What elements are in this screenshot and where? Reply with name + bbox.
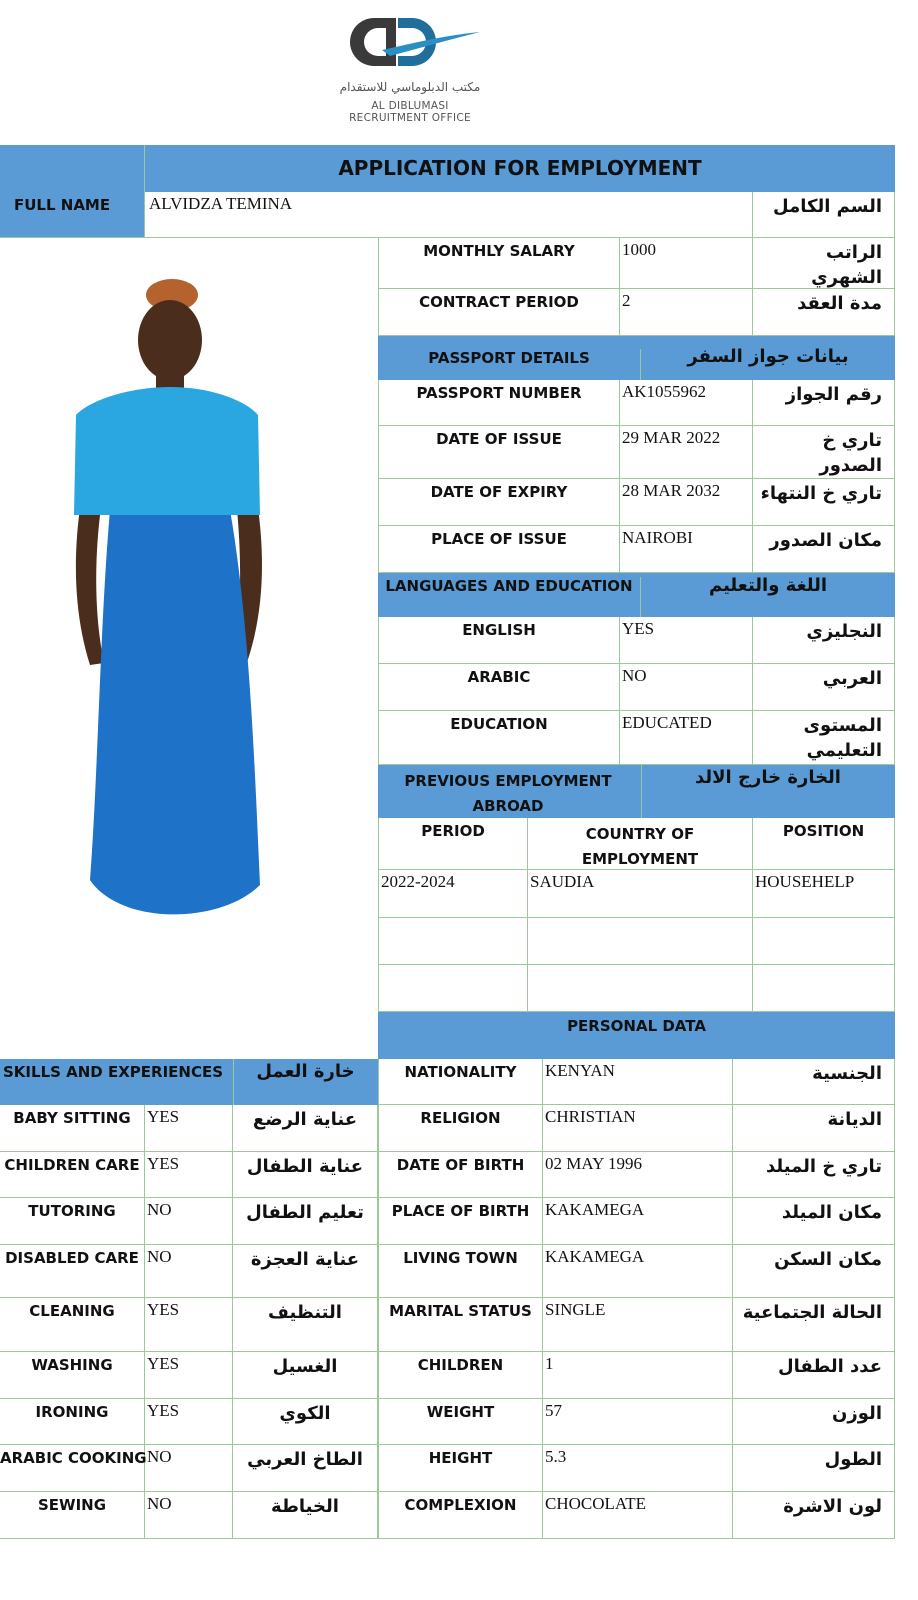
logo-arabic-text: مكتب الدبلوماسي للاستقدام xyxy=(339,80,481,94)
full-name-arabic: السم الكامل xyxy=(753,192,895,238)
skill-value: NO xyxy=(145,1445,233,1492)
personal-row-arabic: الوزن xyxy=(733,1399,895,1445)
personal-row-value: CHOCOLATE xyxy=(543,1492,733,1539)
skill-value: NO xyxy=(145,1198,233,1245)
personal-row-value: SINGLE xyxy=(543,1298,733,1352)
language-row-arabic: النجليزي xyxy=(753,617,895,664)
top-row-value: 1000 xyxy=(620,238,753,289)
skill-value: NO xyxy=(145,1492,233,1539)
personal-row-label: HEIGHT xyxy=(378,1445,543,1492)
passport-row-arabic: تاري خ الصدور xyxy=(753,426,895,479)
skill-label: CHILDREN CARE xyxy=(0,1152,145,1198)
col-position-header: POSITION xyxy=(753,818,895,870)
language-row-label: ARABIC xyxy=(378,664,620,711)
language-row-arabic: المستوى التعليمي xyxy=(753,711,895,765)
skill-arabic: الكوي xyxy=(233,1399,378,1445)
prev-employment-period xyxy=(378,965,528,1012)
page-title: APPLICATION FOR EMPLOYMENT xyxy=(338,156,702,180)
language-row-value: EDUCATED xyxy=(620,711,753,765)
passport-row-arabic: رقم الجواز xyxy=(753,380,895,426)
logo-english-text: AL DIBLUMASI RECRUITMENT OFFICE xyxy=(349,100,471,124)
skill-arabic: الطاخ العربي xyxy=(233,1445,378,1492)
personal-row-arabic: عدد الطفال xyxy=(733,1352,895,1399)
personal-row-label: MARITAL STATUS xyxy=(378,1298,543,1352)
full-name-value: ALVIDZA TEMINA xyxy=(145,192,753,238)
personal-row-value: 5.3 xyxy=(543,1445,733,1492)
language-row-value: NO xyxy=(620,664,753,711)
skill-arabic: التنظيف xyxy=(233,1298,378,1352)
personal-row-arabic: مكان السكن xyxy=(733,1245,895,1298)
title-left-cell xyxy=(0,145,145,192)
personal-row-value: KAKAMEGA xyxy=(543,1198,733,1245)
personal-row-arabic: الديانة xyxy=(733,1105,895,1152)
personal-row-arabic: الحالة الجتماعية xyxy=(733,1298,895,1352)
skill-value: NO xyxy=(145,1245,233,1298)
prev-employment-period: 2022-2024 xyxy=(378,870,528,918)
passport-row-label: DATE OF ISSUE xyxy=(378,426,620,479)
personal-data-header-label: PERSONAL DATA xyxy=(567,1017,706,1035)
personal-row-label: DATE OF BIRTH xyxy=(378,1152,543,1198)
skills-header-label: SKILLS AND EXPERIENCES xyxy=(3,1063,224,1081)
personal-row-value: 02 MAY 1996 xyxy=(543,1152,733,1198)
languages-header-label: LANGUAGES AND EDUCATION xyxy=(378,577,641,617)
skill-label: BABY SITTING xyxy=(0,1105,145,1152)
language-row-value: YES xyxy=(620,617,753,664)
passport-row-value: 29 MAR 2022 xyxy=(620,426,753,479)
passport-row-value: NAIROBI xyxy=(620,526,753,573)
language-row-label: ENGLISH xyxy=(378,617,620,664)
personal-row-value: 1 xyxy=(543,1352,733,1399)
skill-label: IRONING xyxy=(0,1399,145,1445)
skill-value: YES xyxy=(145,1352,233,1399)
prev-employment-position xyxy=(753,918,895,965)
skill-label: SEWING xyxy=(0,1492,145,1539)
prev-employment-period xyxy=(378,918,528,965)
passport-row-label: PASSPORT NUMBER xyxy=(378,380,620,426)
personal-row-label: CHILDREN xyxy=(378,1352,543,1399)
personal-row-arabic: تاري خ الميلد xyxy=(733,1152,895,1198)
full-name-label: FULL NAME xyxy=(0,192,145,238)
languages-header xyxy=(378,573,895,617)
personal-row-value: CHRISTIAN xyxy=(543,1105,733,1152)
skill-arabic: عناية العجزة xyxy=(233,1245,378,1298)
skill-arabic: عناية الرضع xyxy=(233,1105,378,1152)
previous-employment-header-arabic: الخارة خارج الالد xyxy=(695,767,841,788)
personal-row-label: LIVING TOWN xyxy=(378,1245,543,1298)
passport-header-arabic: بيانات جواز السفر xyxy=(687,346,849,367)
col-country-header: COUNTRY OF EMPLOYMENT xyxy=(528,818,753,870)
passport-header-label: PASSPORT DETAILS xyxy=(378,349,641,380)
col-period-header: PERIOD xyxy=(378,818,528,870)
passport-row-label: DATE OF EXPIRY xyxy=(378,479,620,526)
language-row-label: EDUCATION xyxy=(378,711,620,765)
prev-employment-position: HOUSEHELP xyxy=(753,870,895,918)
skill-arabic: عناية الطفال xyxy=(233,1152,378,1198)
personal-row-arabic: لون الاشرة xyxy=(733,1492,895,1539)
personal-row-label: RELIGION xyxy=(378,1105,543,1152)
passport-row-label: PLACE OF ISSUE xyxy=(378,526,620,573)
prev-employment-country xyxy=(528,918,753,965)
personal-row-arabic: الجنسية xyxy=(733,1059,895,1105)
personal-row-label: COMPLEXION xyxy=(378,1492,543,1539)
passport-header xyxy=(378,336,895,380)
skill-value: YES xyxy=(145,1105,233,1152)
passport-row-value: AK1055962 xyxy=(620,380,753,426)
personal-row-label: NATIONALITY xyxy=(378,1059,543,1105)
prev-employment-position xyxy=(753,965,895,1012)
passport-row-arabic: تاري خ النتهاء xyxy=(753,479,895,526)
skill-label: WASHING xyxy=(0,1352,145,1399)
skills-header-arabic: خارة العمل xyxy=(256,1061,355,1082)
skill-label: TUTORING xyxy=(0,1198,145,1245)
personal-data-header xyxy=(378,1012,895,1059)
languages-header-arabic: اللغة والتعليم xyxy=(708,575,828,596)
personal-row-value: 57 xyxy=(543,1399,733,1445)
top-row-arabic: الراتب الشهري xyxy=(753,238,895,289)
language-row-arabic: العربي xyxy=(753,664,895,711)
prev-employment-country: SAUDIA xyxy=(528,870,753,918)
skill-arabic: الخياطة xyxy=(233,1492,378,1539)
logo xyxy=(330,10,490,124)
personal-row-label: PLACE OF BIRTH xyxy=(378,1198,543,1245)
personal-row-arabic: الطول xyxy=(733,1445,895,1492)
skill-label: DISABLED CARE xyxy=(0,1245,145,1298)
personal-row-value: KENYAN xyxy=(543,1059,733,1105)
skill-value: YES xyxy=(145,1298,233,1352)
personal-row-arabic: مكان الميلد xyxy=(733,1198,895,1245)
skill-arabic: الغسيل xyxy=(233,1352,378,1399)
passport-row-value: 28 MAR 2032 xyxy=(620,479,753,526)
skill-arabic: تعليم الطفال xyxy=(233,1198,378,1245)
top-row-label: MONTHLY SALARY xyxy=(378,238,620,289)
title-bar xyxy=(0,145,895,192)
prev-employment-country xyxy=(528,965,753,1012)
top-row-label: CONTRACT PERIOD xyxy=(378,289,620,336)
previous-employment-header-label: PREVIOUS EMPLOYMENT ABROAD xyxy=(404,772,612,815)
previous-employment-header xyxy=(378,765,895,818)
top-row-arabic: مدة العقد xyxy=(753,289,895,336)
passport-row-arabic: مكان الصدور xyxy=(753,526,895,573)
skills-header xyxy=(0,1059,378,1105)
personal-row-value: KAKAMEGA xyxy=(543,1245,733,1298)
skill-value: YES xyxy=(145,1152,233,1198)
top-row-value: 2 xyxy=(620,289,753,336)
skill-label: ARABIC COOKING xyxy=(0,1445,145,1492)
applicant-photo xyxy=(60,275,280,925)
logo-mark-icon xyxy=(330,10,490,76)
skill-label: CLEANING xyxy=(0,1298,145,1352)
personal-row-label: WEIGHT xyxy=(378,1399,543,1445)
skill-value: YES xyxy=(145,1399,233,1445)
